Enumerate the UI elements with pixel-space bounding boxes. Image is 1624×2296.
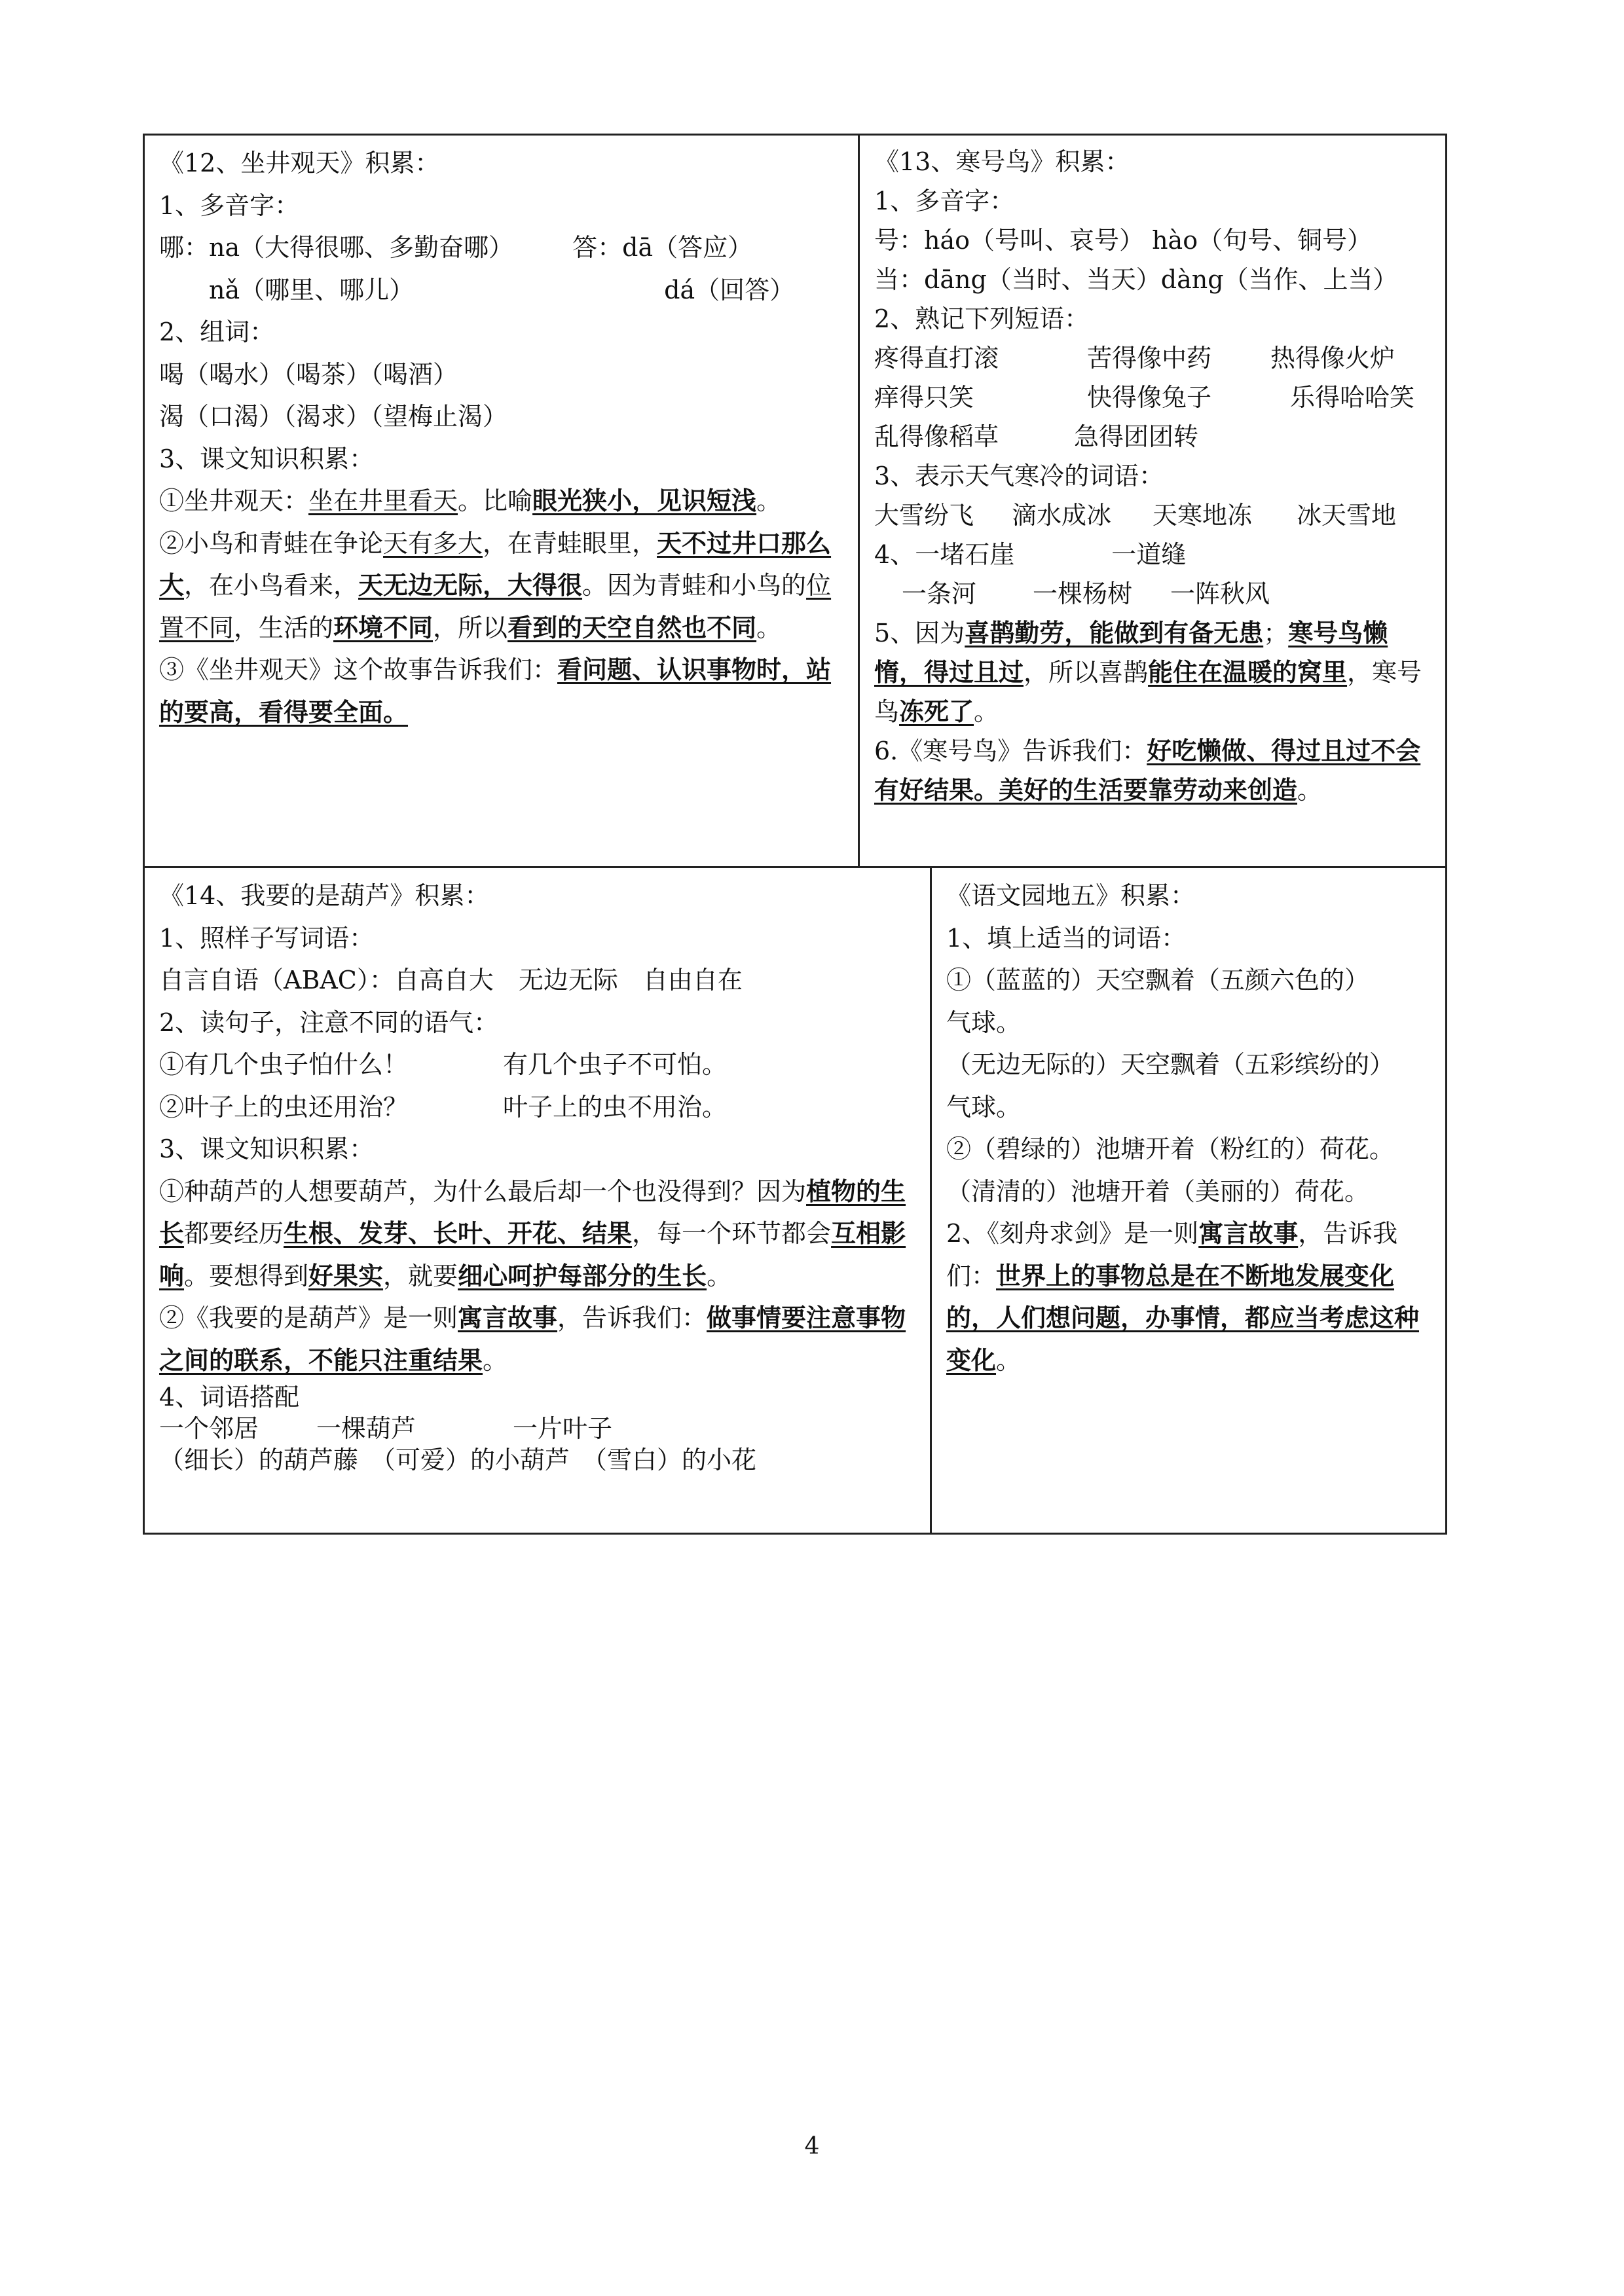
fill-line: （无边无际的）天空飘着（五彩缤纷的）: [946, 1050, 1395, 1079]
fill-line: 气球。: [946, 1092, 1022, 1121]
knowledge-paragraph: ②《我要的是葫芦》是一则寓言故事，告诉我们：做事情要注意事物之间的联系，不能只注重结果。: [159, 1303, 906, 1375]
sentence-pair: ①有几个虫子怕什么！ 有几个虫子不可怕。: [159, 1050, 728, 1079]
section-heading: 4、词语搭配: [159, 1383, 300, 1412]
notes-table: [143, 134, 1447, 1535]
knowledge-paragraph: 2、《刻舟求剑》是一则寓言故事，告诉我们：世界上的事物总是在不断地发展变化的，人们想问题，办事情，都应当考虑这种变化。: [946, 1218, 1420, 1375]
knowledge-paragraph: ②小鸟和青蛙在争论天有多大，在青蛙眼里，天不过井口那么大，在小鸟看来，天无边无际，大得很。因为青蛙和小鸟的位置不同，生活的环境不同，所以看到的天空自然也不同。: [159, 528, 832, 642]
section-heading: 1、照样子写词语：: [159, 923, 375, 953]
knowledge-paragraph: 6.《寒号鸟》告诉我们：好吃懒做、得过且过不会有好结果。美好的生活要靠劳动来创造。: [874, 736, 1421, 805]
knowledge-paragraph: ①坐井观天：坐在井里看天。比喻眼光狭小，见识短浅。: [159, 486, 782, 515]
cold-words-row: 大雪纷飞 滴水成冰 天寒地冻 冰天雪地: [874, 501, 1397, 530]
phrase-row: 乱得像稻草 急得团团转: [874, 422, 1199, 451]
cell-title: 《12、坐井观天》积累：: [159, 149, 440, 177]
cell-yuwen-yuandi-5: [930, 866, 1447, 1535]
knowledge-paragraph: ①种葫芦的人想要葫芦，为什么最后却一个也没得到？因为植物的生长都要经历生根、发芽、长叶、开花、结果，每一个环节都会互相影响。要想得到好果实，就要细心呵护每部分的生长。: [159, 1176, 906, 1290]
cell-title: 《语文园地五》积累：: [946, 881, 1196, 910]
sentence-pair: ②叶子上的虫还用治？ 叶子上的虫不用治。: [159, 1092, 728, 1121]
section-heading: 3、表示天气寒冷的词语：: [874, 462, 1164, 490]
cell-title: 《13、寒号鸟》积累：: [874, 147, 1130, 176]
knowledge-paragraph: 5、因为喜鹊勤劳，能做到有备无患；寒号鸟懒惰，得过且过，所以喜鹊能住在温暖的窝里，寒号鸟冻死了。: [874, 618, 1422, 726]
section-heading: 1、填上适当的词语：: [946, 923, 1187, 953]
section-heading: 2、读句子，注意不同的语气：: [159, 1008, 499, 1037]
cell-title: 《14、我要的是葫芦》积累：: [159, 881, 490, 910]
knowledge-paragraph: ③《坐井观天》这个故事告诉我们：看问题、认识事物时，站的要高，看得要全面。: [159, 655, 832, 727]
section-heading: 2、组词：: [159, 318, 275, 346]
fill-line: ②（碧绿的）池塘开着（粉红的）荷花。: [946, 1135, 1395, 1163]
polyphone-line: 哪：na（大得很哪、多勤奋哪） 答：dā（答应）: [159, 233, 753, 262]
word-line: 渴（口渴）（渴求）（望梅止渴）: [159, 402, 508, 431]
phrase-row: 疼得直打滚 苦得像中药 热得像火炉: [874, 344, 1395, 373]
measure-words-row: 一条河 一棵杨树 一阵秋风: [902, 579, 1270, 608]
measure-words-row: 4、一堵石崖 一道缝: [874, 540, 1187, 569]
page-number: 4: [804, 2133, 820, 2160]
polyphone-line: 号：háo（号叫、哀号） hào（句号、铜号）: [874, 226, 1373, 255]
fill-line: （清清的）池塘开着（美丽的）荷花。: [946, 1176, 1370, 1206]
word-line: 自言自语（ABAC）：自高自大 无边无际 自由自在: [159, 966, 743, 994]
section-heading: 3、课文知识积累：: [159, 444, 375, 473]
polyphone-line: nǎ（哪里、哪儿） dá（回答）: [209, 275, 795, 304]
cell-lesson-14: [143, 866, 932, 1535]
polyphone-line: 当：dāng（当时、当天）dàng（当作、上当）: [874, 265, 1398, 294]
fill-line: 气球。: [946, 1008, 1022, 1037]
phrase-row: 痒得只笑 快得像兔子 乐得哈哈笑: [874, 383, 1415, 412]
cell-lesson-12: [143, 134, 860, 868]
section-heading: 1、多音字：: [874, 187, 1015, 215]
collocation-row: 一个邻居 一棵葫芦 一片叶子: [159, 1414, 613, 1443]
fill-line: ①（蓝蓝的）天空飘着（五颜六色的）: [946, 966, 1370, 994]
section-heading: 3、课文知识积累：: [159, 1135, 375, 1163]
cell-lesson-13: [858, 134, 1447, 868]
section-heading: 2、熟记下列短语：: [874, 304, 1090, 333]
collocation-row: （细长）的葫芦藤 （可爱）的小葫芦 （雪白）的小花: [159, 1446, 757, 1474]
word-line: 喝（喝水）（喝茶）（喝酒）: [159, 359, 458, 389]
section-heading: 1、多音字：: [159, 191, 300, 220]
